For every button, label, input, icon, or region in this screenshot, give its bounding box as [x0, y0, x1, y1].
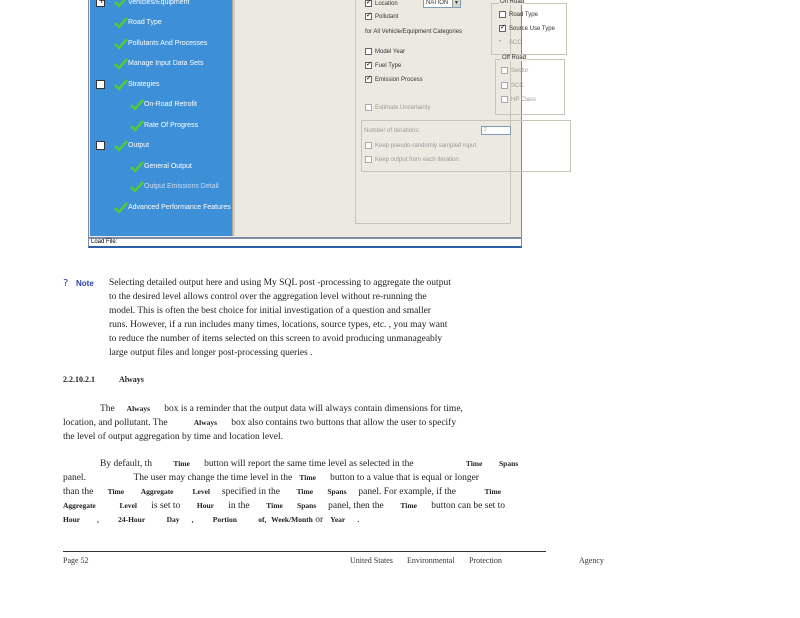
- nav-item-input-data-sets[interactable]: Manage Input Data Sets: [128, 60, 204, 67]
- note-line: Selecting detailed output here and using My SQL post -processing to aggregate the output: [109, 278, 451, 288]
- fuel-type-label: Fuel Type: [375, 62, 402, 69]
- output-options-pane: [237, 0, 555, 236]
- keep-output-checkbox[interactable]: [365, 156, 372, 163]
- ui-term: of,: [258, 515, 267, 524]
- model-year-checkbox[interactable]: [365, 48, 372, 55]
- ui-term: Aggregate: [140, 487, 174, 496]
- text-span: is set to: [151, 501, 181, 511]
- paragraph-time-button: [63, 457, 533, 527]
- checkmark-icon: [114, 140, 128, 152]
- paragraph-always: [63, 402, 533, 444]
- footer-rule: [63, 551, 546, 552]
- ui-term: Time: [296, 487, 314, 496]
- note-label: Note: [76, 279, 94, 288]
- ui-term: Week/Month: [271, 515, 313, 524]
- run-spec-window: [88, 0, 555, 238]
- ui-term: Time: [484, 487, 502, 496]
- text-span: box is a reminder that the output data will always contain dimensions for time,: [164, 404, 463, 414]
- nav-item-vehicles[interactable]: Vehicles/Equipment: [128, 0, 190, 6]
- ui-term: Day: [166, 515, 180, 524]
- text-span: location, and pollutant. The: [63, 418, 168, 428]
- source-use-type-row: [499, 25, 555, 32]
- ui-term: Always: [126, 404, 150, 413]
- section-heading: [63, 375, 144, 384]
- nav-item-general-output[interactable]: General Output: [144, 163, 192, 170]
- keep-pseudo-label: Keep pseudo-randomly sampled input: [375, 142, 477, 149]
- sector-row: [501, 67, 528, 74]
- estimate-uncertainty-row: [365, 104, 430, 111]
- location-row: [365, 0, 398, 7]
- checkmark-icon: [114, 58, 128, 70]
- off-road-title: Off Road: [502, 55, 526, 61]
- nav-item-rate-of-progress[interactable]: Rate Of Progress: [144, 122, 199, 129]
- road-type-row: [499, 11, 538, 18]
- strategies-expand-box[interactable]: [96, 80, 105, 89]
- keep-pseudo-checkbox[interactable]: [365, 142, 372, 149]
- text-span: panel, then the: [328, 501, 384, 511]
- note-text: [109, 277, 549, 360]
- checkmark-icon: [130, 181, 144, 193]
- on-road-title: On Road: [500, 0, 525, 5]
- ui-term: Time: [400, 501, 417, 510]
- text-span: button will report the same time level as selected in the: [204, 459, 414, 469]
- estimate-uncertainty-label: Estimate Uncertainty: [375, 104, 431, 111]
- text-span: box also contains two buttons that allow the user to specify: [231, 418, 457, 428]
- note-line: model. This is often the best choice for initial investigation of a question and smaller: [109, 305, 431, 316]
- ui-term: Level: [119, 501, 138, 510]
- nav-item-road-type[interactable]: Road Type: [128, 19, 162, 26]
- sector-checkbox[interactable]: [501, 67, 508, 74]
- text-span: in the: [228, 501, 250, 511]
- estimate-uncertainty-checkbox[interactable]: [365, 104, 372, 111]
- hp-class-row: [501, 96, 536, 103]
- text-span: ,: [96, 515, 100, 525]
- iterations-label: Number of Iterations:: [364, 128, 421, 134]
- categories-header: for All Vehicle/Equipment Categories: [365, 29, 463, 35]
- checkmark-icon: [130, 99, 144, 111]
- checkmark-icon: [130, 161, 144, 173]
- nav-item-strategies[interactable]: Strategies: [128, 81, 160, 88]
- off-road-scc-row: [501, 82, 524, 89]
- pollutant-row: [365, 13, 398, 20]
- checkmark-icon: [114, 38, 128, 50]
- fuel-type-checkbox[interactable]: [365, 62, 372, 69]
- nav-item-advanced[interactable]: Advanced Performance Features: [128, 204, 231, 211]
- status-bar: Load File:: [88, 238, 522, 248]
- location-select[interactable]: [423, 0, 461, 8]
- text-span: ,: [191, 515, 194, 525]
- text-span: than the: [63, 487, 94, 497]
- pollutant-label: Pollutant: [375, 13, 399, 20]
- ui-term: Time: [299, 473, 316, 482]
- on-road-scc-label: SCC: [509, 39, 522, 46]
- ui-term: Hour: [196, 501, 215, 510]
- nav-item-pollutants[interactable]: Pollutants And Processes: [128, 40, 208, 47]
- text-span: The: [100, 404, 115, 414]
- checkmark-icon: [114, 0, 128, 8]
- sector-label: Sector: [511, 67, 529, 74]
- emission-process-label: Emission Process: [375, 76, 423, 83]
- nav-item-retrofit[interactable]: On-Road Retrofit: [144, 101, 197, 108]
- fuel-type-row: [365, 62, 401, 69]
- road-type-checkbox[interactable]: [499, 11, 506, 18]
- location-checkbox[interactable]: [365, 0, 372, 7]
- model-year-row: [365, 48, 405, 55]
- emission-process-checkbox[interactable]: [365, 76, 372, 83]
- ui-term: Time: [465, 459, 483, 468]
- road-type-label: Road Type: [509, 11, 538, 18]
- note-line: to the desired level allows control over the aggregation level without re-running the: [109, 291, 427, 302]
- ui-term: Time: [173, 459, 190, 468]
- emission-process-row: [365, 76, 423, 83]
- off-road-scc-label: SCC: [511, 82, 524, 89]
- ui-term: Always: [193, 418, 218, 427]
- on-road-scc-radio[interactable]: •: [499, 39, 502, 45]
- text-span: button can be set to: [431, 501, 506, 511]
- text-span: the level of output aggregation by time and location level.: [63, 432, 284, 442]
- ui-term: 24-Hour: [118, 515, 146, 524]
- ui-term: Level: [192, 487, 211, 496]
- note-line: to reduce the number of items selected on this screen to avoid producing unmanageably: [109, 333, 443, 344]
- screenshot-figure: [88, 0, 555, 248]
- text-span: or: [315, 515, 324, 525]
- checkmark-icon: [114, 79, 128, 91]
- source-use-type-checkbox[interactable]: [499, 25, 506, 32]
- ui-term: Portion: [212, 515, 237, 524]
- note-line: runs. However, if a run includes many times, locations, source types, etc. , you may want: [109, 319, 448, 330]
- footer-org: United States: [350, 556, 393, 565]
- section-title: Always: [119, 375, 144, 384]
- text-span: By default, th: [100, 459, 152, 469]
- navigation-panel: [90, 0, 232, 236]
- checkmark-icon: [114, 202, 128, 214]
- expand-icon[interactable]: [96, 0, 105, 7]
- checkmark-icon: [130, 120, 144, 132]
- location-value: NATION: [426, 0, 449, 6]
- text-span: button to a value that is equal or longer: [330, 473, 479, 483]
- ui-term: Aggregate: [63, 501, 96, 510]
- source-use-type-label: Source Use Type: [509, 25, 555, 32]
- footer-org: Environmental: [407, 556, 455, 565]
- page-number: Page 52: [63, 556, 89, 565]
- model-year-label: Model Year: [375, 48, 406, 55]
- hp-class-label: HP Class: [511, 96, 536, 103]
- off-road-scc-checkbox[interactable]: [501, 82, 508, 89]
- note-line: large output files and longer post-processing queries .: [109, 347, 313, 358]
- section-number: 2.2.10.2.1: [63, 375, 95, 384]
- hp-class-checkbox[interactable]: [501, 96, 508, 103]
- text-span: The user may change the time level in the: [133, 473, 293, 483]
- ui-term: Hour: [63, 515, 81, 524]
- output-expand-box[interactable]: [96, 141, 105, 150]
- on-road-scc-row: [499, 39, 522, 46]
- keep-output-label: Keep output from each iteration: [375, 156, 459, 163]
- text-span: .: [357, 515, 360, 525]
- ui-term: Time: [107, 487, 125, 496]
- footer-org: Agency: [579, 556, 604, 565]
- note-icon: ?: [63, 278, 69, 289]
- ui-term: Time: [266, 501, 283, 510]
- checkmark-icon: [114, 17, 128, 29]
- text-span: panel. For example, if the: [358, 487, 457, 497]
- keep-pseudo-row: [365, 142, 476, 149]
- keep-output-row: [365, 156, 459, 163]
- text-span: specified in the: [221, 487, 280, 497]
- ui-term: Spans: [327, 487, 347, 496]
- chevron-down-icon: ▼: [452, 0, 460, 7]
- location-label: Location: [375, 0, 398, 7]
- nav-item-output[interactable]: Output: [128, 142, 150, 149]
- ui-term: Year: [330, 515, 346, 524]
- pollutant-checkbox[interactable]: [365, 13, 372, 20]
- text-span: panel.: [63, 473, 86, 483]
- nav-scrollbar[interactable]: [232, 0, 235, 236]
- iterations-input[interactable]: 2: [481, 126, 511, 135]
- footer-org: Protection: [469, 556, 502, 565]
- nav-item-output-detail[interactable]: Output Emissions Detail: [144, 183, 219, 190]
- ui-term: Spans: [297, 501, 317, 510]
- ui-term: Spans: [499, 459, 519, 468]
